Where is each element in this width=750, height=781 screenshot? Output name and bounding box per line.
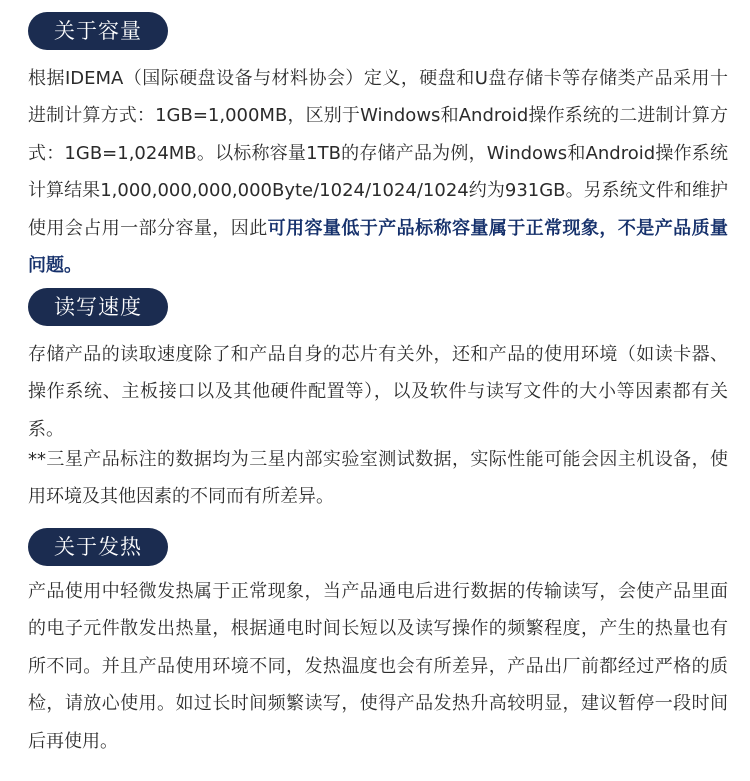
speed-paragraph: 存储产品的读取速度除了和产品自身的芯片有关外，还和产品的使用环境（如读卡器、操作系统、主板接口以及其他硬件配置等），以及软件与读写文件的大小等因素都有关系。 — [28, 344, 728, 440]
capacity-highlight-text: 可用容量低于产品标称容量属于正常现象，不是产品质量问题。 — [28, 217, 729, 277]
section-title-speed: 读写速度 — [28, 288, 168, 326]
section-title-capacity: 关于容量 — [28, 12, 168, 50]
section-title-heat: 关于发热 — [28, 528, 168, 566]
capacity-paragraph — [28, 60, 728, 284]
heat-paragraph: 产品使用中轻微发热属于正常现象，当产品通电后进行数据的传输读写，会使产品里面的电子元件散发出热量，根据通电时间长短以及读写操作的频繁程度，产生的热量也有所不同。并且产品使用环境不同，发热温度也会有所差异，产品出厂前都经过严格的质检，请放心使用。如过长时间频繁读写，使得产品发热升高较明显，建议暂停一段时间后再使用。 — [28, 581, 728, 752]
speed-disclaimer: **三星产品标注的数据均为三星内部实验室测试数据，实际性能可能会因主机设备，使用环境及其他因素的不同而有所差异。 — [28, 449, 728, 508]
capacity-paragraph-text: 根据IDEMA（国际硬盘设备与材料协会）定义，硬盘和U盘存储卡等存储类产品采用十进制计算方式：1GB=1,000MB，区别于Windows和Android操作系统的二进制计算方式：1GB=1,024MB。以标称容量1TB的存储产品为例，Windows和Android操作系统计算结果1,000,000,000,000Byte/1024/1024/1024约为931GB。另系统文件和维护使用会占用一部分容量，因此 — [28, 68, 728, 239]
